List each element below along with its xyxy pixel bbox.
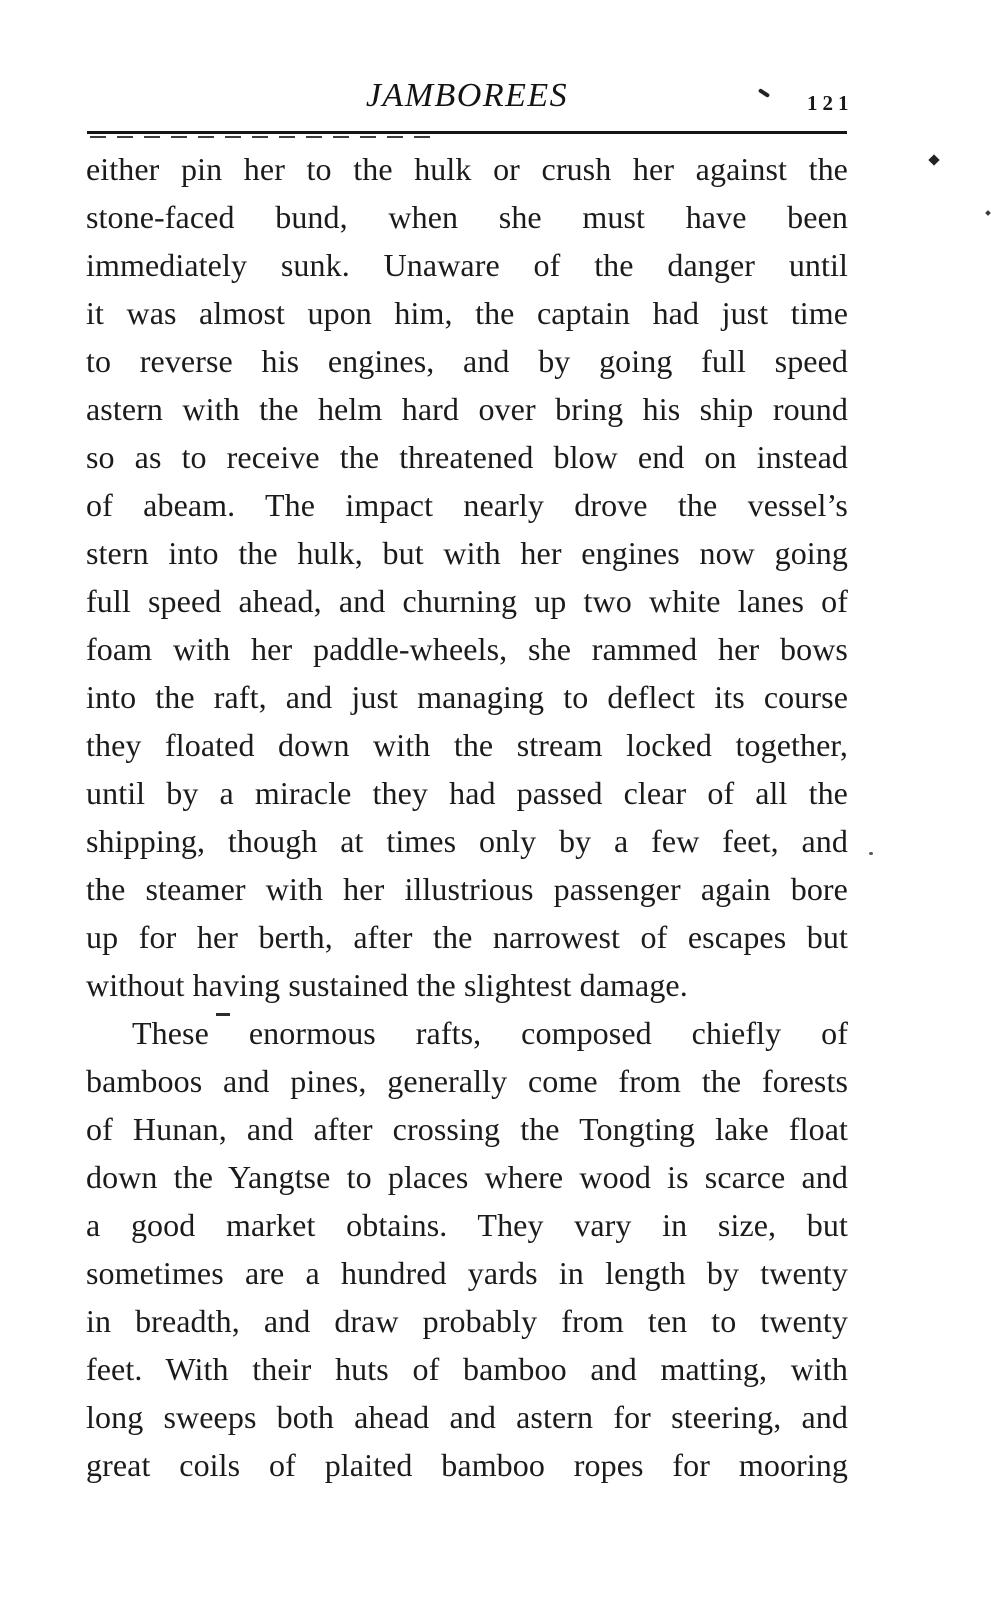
text-line: stern into the hulk, but with her engines now going xyxy=(86,535,848,571)
text-line: it was almost upon him, the captain had just time xyxy=(86,295,848,331)
text-line: up for her berth, after the narrowest of escapes but xyxy=(86,919,848,955)
text-line: feet. With their huts of bamboo and matting, with xyxy=(86,1351,848,1387)
body-text xyxy=(86,145,848,1489)
text-line: astern with the helm hard over bring his ship round xyxy=(86,391,848,427)
text-line-paragraph-start: These enormous rafts, composed chiefly of xyxy=(132,1015,848,1051)
text-line: of abeam. The impact nearly drove the vessel’s xyxy=(86,487,848,523)
scan-speck xyxy=(869,852,873,855)
text-line: in breadth, and draw probably from ten to twenty xyxy=(86,1303,848,1339)
text-line: full speed ahead, and churning up two white lanes of xyxy=(86,583,848,619)
text-line: immediately sunk. Unaware of the danger until xyxy=(86,247,848,283)
text-line: they floated down with the stream locked together, xyxy=(86,727,848,763)
text-line: down the Yangtse to places where wood is scarce and xyxy=(86,1159,848,1195)
header-rule xyxy=(87,131,847,134)
text-line: a good market obtains. They vary in size, but xyxy=(86,1207,848,1243)
text-line: great coils of plaited bamboo ropes for mooring xyxy=(86,1447,848,1483)
text-line: the steamer with her illustrious passenger again bore xyxy=(86,871,848,907)
text-line: so as to receive the threatened blow end on instead xyxy=(86,439,848,475)
text-line: to reverse his engines, and by going full speed xyxy=(86,343,848,379)
text-line: foam with her paddle-wheels, she rammed her bows xyxy=(86,631,848,667)
scan-speck xyxy=(985,210,991,216)
text-line: long sweeps both ahead and astern for steering, and xyxy=(86,1399,848,1435)
text-line: of Hunan, and after crossing the Tongting lake float xyxy=(86,1111,848,1147)
text-line: either pin her to the hulk or crush her against the xyxy=(86,151,848,187)
text-line: sometimes are a hundred yards in length by twenty xyxy=(86,1255,848,1291)
scan-speck xyxy=(928,154,939,165)
text-line: shipping, though at times only by a few feet, and xyxy=(86,823,848,859)
running-header-title: JAMBOREES xyxy=(365,77,569,114)
page-number: 121 xyxy=(807,91,854,115)
text-line: into the raft, and just managing to deflect its course xyxy=(86,679,848,715)
text-line-paragraph-end: without having sustained the slightest damage. xyxy=(86,967,688,1003)
text-line: stone-faced bund, when she must have been xyxy=(86,199,848,235)
header-rule-echo xyxy=(90,136,440,138)
text-line: bamboos and pines, generally come from the forests xyxy=(86,1063,848,1099)
text-line: until by a miracle they had passed clear of all the xyxy=(86,775,848,811)
